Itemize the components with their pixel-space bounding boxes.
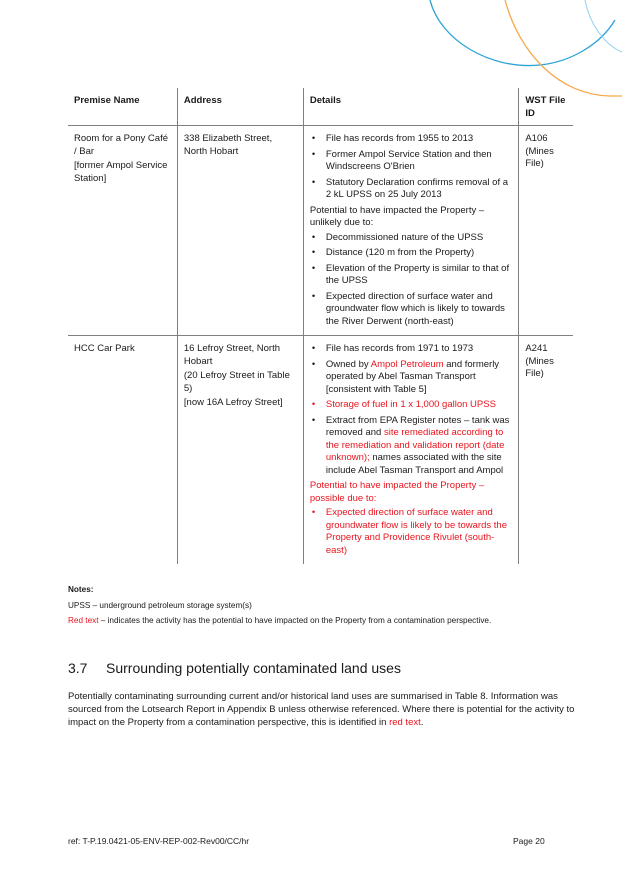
address-cell [177,336,303,565]
highlighted-text: Ampol Petroleum [370,358,444,370]
reason-item: • Expected direction of surface water and groundwater flow is likely to be towards the Property and Providence Rivulet (south-east) [310,507,512,557]
header-details: Details [303,88,518,126]
detail-text: Extract from EPA Register notes – tank was removed and [325,414,510,438]
notes-title: Notes: [68,585,94,594]
premise-name: HCC Car Park [74,343,135,354]
table-header-row [68,88,573,126]
note-line: UPSS – underground petroleum storage system(s) [68,600,252,610]
address-line: [now 16A Lefroy Street] [183,397,283,408]
detail-item: • Statutory Declaration confirms removal of a 2 kL UPSS on 25 July 2013 [310,177,512,202]
detail-item [310,415,512,478]
section-paragraph [68,691,578,729]
header-premise-name: Premise Name [68,88,177,126]
reason-item: • Expected direction of surface water and groundwater flow which is likely to towards the River Derwent (north-east) [310,291,512,329]
premise-name: Room for a Pony Café / Bar [74,133,168,157]
header-address: Address [177,88,303,126]
paragraph-text: Potentially contaminating surrounding current and/or historical land uses are summarised in Table 8. Information was sourced from the Lotsearch Report in Appendix B unless otherwise referenced. Where there is potential for the activity to impact on the Property from a contamination perspective, this is identified in [68,691,575,728]
table-row [68,126,573,336]
reason-item: • Distance (120 m from the Property) [310,247,512,260]
detail-item [310,359,512,397]
reasons-list [310,232,512,329]
detail-item: • File has records from 1955 to 2013 [310,133,512,146]
footer-ref: ref: T-P.19.0421-05-ENV-REP-002-Rev00/CC/hr [68,836,250,846]
address-line: 16 Lefroy Street, North Hobart [183,343,280,367]
highlighted-text: site remediated according to the remediation and validation report (date unknown); [325,427,505,463]
details-list [310,343,512,477]
detail-item: • Storage of fuel in 1 x 1,000 gallon UPSS [310,399,512,412]
section-title: Surrounding potentially contaminated land uses [106,660,401,676]
red-text-inline: red text [389,716,421,728]
address-line: (20 Lefroy Street in Table 5) [183,370,290,394]
header-wst-file-id: WST File ID [519,88,573,126]
orange-arc [505,0,622,96]
premise-name-cell [68,336,177,565]
details-cell [303,126,518,336]
note-line [68,615,573,626]
reason-item: • Elevation of the Property is similar to that of the UPSS [310,263,512,288]
premise-former-name: [former Ampol Service Station] [74,160,168,184]
reasons-list [310,507,512,557]
impact-assessment: Potential to have impacted the Property – possible due to: [309,480,485,504]
detail-text: and formerly operated by Abel Tasman Transport [consistent with Table 5] [325,358,500,395]
paragraph-end: . [420,716,424,728]
premises-table [68,88,573,564]
table-notes [68,584,573,631]
file-id-cell: A106 (Mines File) [519,126,573,336]
impact-assessment: Potential to have impacted the Property – unlikely due to: [309,204,485,228]
red-text-label: Red text [68,616,99,625]
file-id-cell: A241 (Mines File) [519,336,573,565]
reason-item: • Decommissioned nature of the UPSS [310,232,512,245]
light-blue-arc [585,0,622,52]
table-row [68,336,573,565]
section-heading [68,659,401,677]
details-list [310,133,512,202]
section-number: 3.7 [68,660,88,676]
note-text: – indicates the activity has the potential to have impacted on the Property from a contamination perspective. [98,616,492,625]
detail-text: Owned by [325,358,371,370]
page-number: Page 20 [513,836,545,846]
address-cell [177,126,303,336]
premise-name-cell [68,126,177,336]
detail-item: • File has records from 1971 to 1973 [310,343,512,356]
detail-text: names associated with the site include Abel Tasman Transport and Ampol [325,452,504,476]
details-cell [303,336,518,565]
detail-item: • Former Ampol Service Station and then Windscreens O'Brien [310,149,512,174]
address-line: 338 Elizabeth Street, North Hobart [183,133,273,157]
